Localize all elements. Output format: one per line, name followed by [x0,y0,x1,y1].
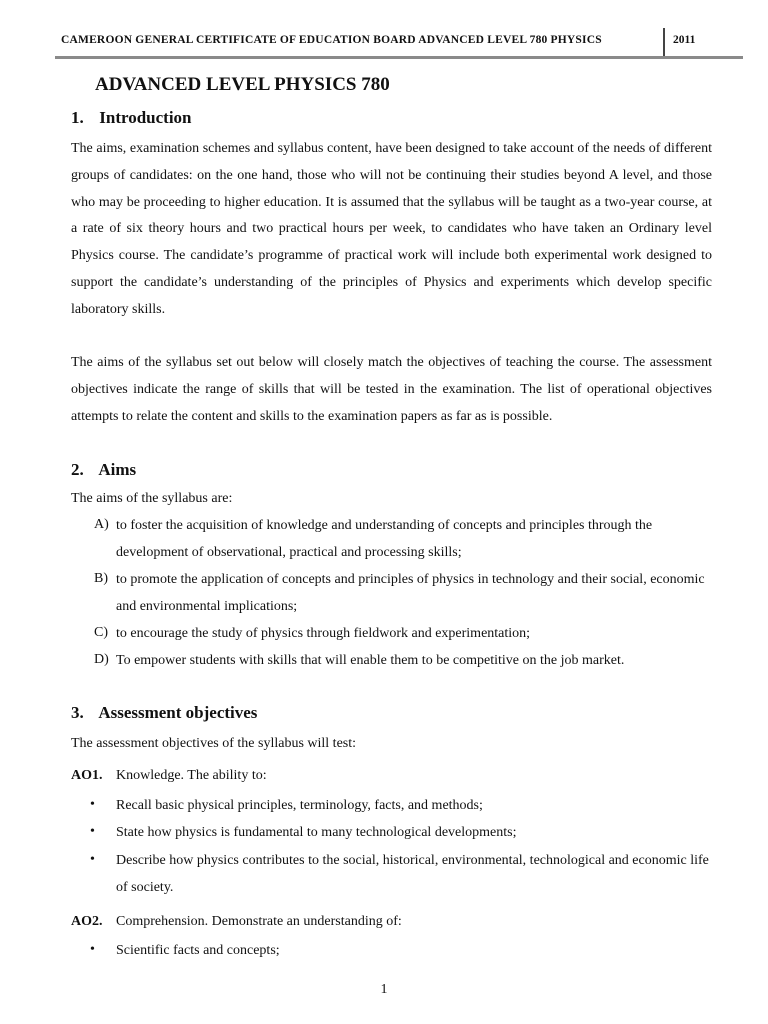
ao1-text: Knowledge. The ability to: [116,768,267,783]
aim-text: to foster the acquisition of knowledge and understanding of concepts and principles through the development of observational, practical and processing skills; [116,518,653,560]
ao1-label: AO1. [71,768,103,783]
section-title: Introduction [99,108,192,127]
aim-letter: A) [94,517,109,532]
intro-paragraph-2: The aims of the syllabus set out below will closely match the objectives of teaching the course. The assessment objectives indicate the range of skills that will be tested in the examination. The list of operational objectives attempts to relate the content and skills to the examination papers as far as is possible. [71,355,712,424]
page-header [55,26,743,59]
section-title: Aims [98,460,137,479]
aim-text: to promote the application of concepts and principles of physics in technology and their social, economic and environmental implications; [116,572,705,614]
header-year: 2011 [673,34,696,46]
ao1-bullet-text: Describe how physics contributes to the social, historical, environmental, technological and economic life of society. [116,853,709,895]
section-number: 3. [71,703,84,722]
aim-text: to encourage the study of physics through fieldwork and experimentation; [116,626,531,641]
aim-letter: B) [94,571,108,586]
document-title: ADVANCED LEVEL PHYSICS 780 [95,74,390,95]
ao1-bullet-text: Recall basic physical principles, terminology, facts, and methods; [116,798,483,813]
bullet-icon: • [90,824,95,839]
section-title: Assessment objectives [98,703,258,722]
assessment-lead: The assessment objectives of the syllabus will test: [71,736,357,751]
ao2-label: AO2. [71,914,103,929]
section-heading-assessment [71,703,257,723]
intro-paragraph-1: The aims, examination schemes and syllabus content, have been designed to take account of the needs of different groups of candidates: on the one hand, those who will not be continuing their studies beyond A level, and those who may be proceeding to higher education. It is assumed that the syllabus will be taught as a two-year course, at a rate of six theory hours and two practical hours per week, to candidates who have taken an Ordinary level Physics course. The candidate’s programme of practical work will include both experimental work designed to support the candidate’s understanding of the principles of Physics and experiments which develop specific laboratory skills. [71,141,712,317]
ao1-bullet-text: State how physics is fundamental to many technological developments; [116,825,517,840]
page-number: 1 [380,982,388,997]
section-heading-introduction [71,108,192,128]
section-heading-aims [71,460,136,480]
aim-letter: D) [94,652,109,667]
aim-letter: C) [94,625,108,640]
header-title: CAMEROON GENERAL CERTIFICATE OF EDUCATION BOARD ADVANCED LEVEL 780 PHYSICS [61,34,602,46]
ao2-text: Comprehension. Demonstrate an understanding of: [116,914,402,929]
header-divider [663,28,665,56]
bullet-icon: • [90,942,95,957]
section-number: 2. [71,460,84,479]
aim-text: To empower students with skills that will enable them to be competitive on the job market. [116,653,625,668]
section-number: 1. [71,108,84,127]
bullet-icon: • [90,852,95,867]
bullet-icon: • [90,797,95,812]
aims-lead: The aims of the syllabus are: [71,491,233,506]
ao2-bullet-text: Scientific facts and concepts; [116,943,280,958]
